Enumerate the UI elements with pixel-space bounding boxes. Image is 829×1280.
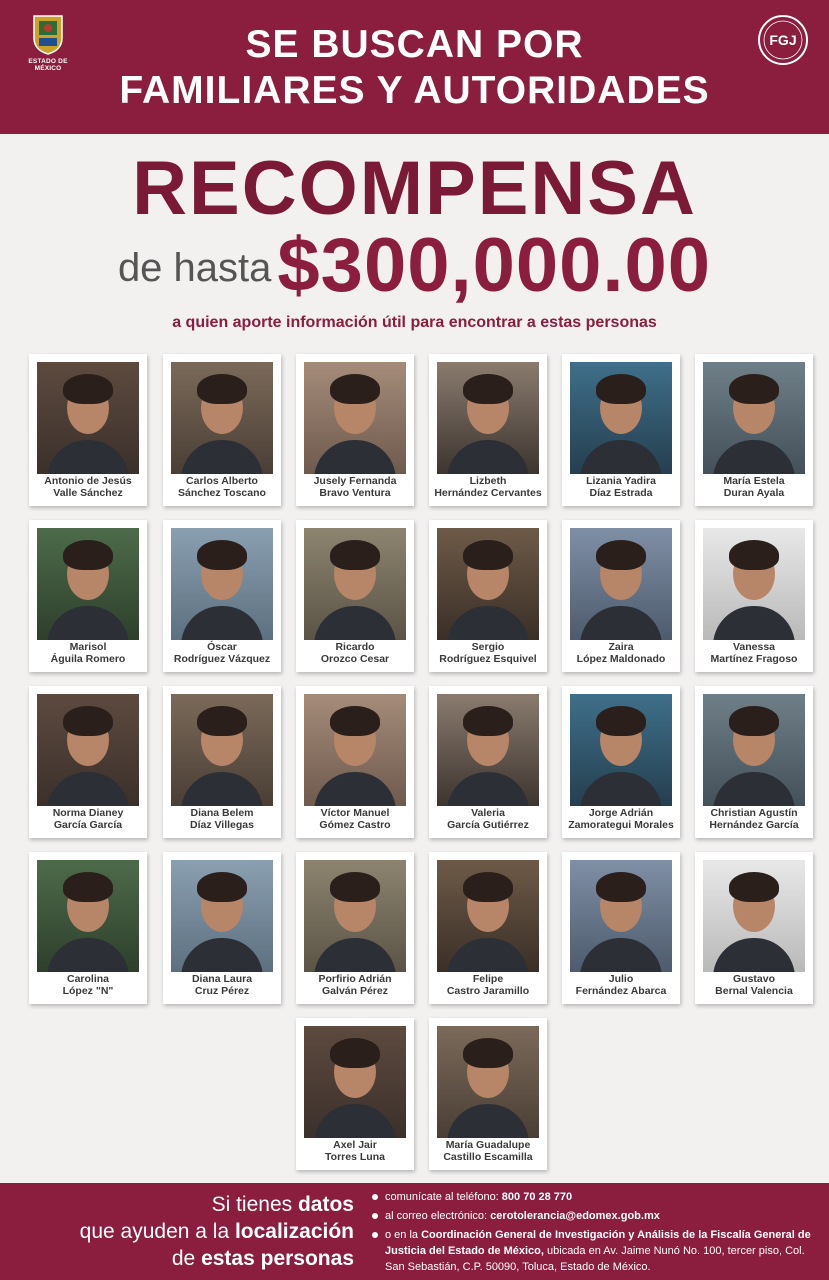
person-name-line-2: Cruz Pérez [194, 984, 250, 997]
person-name-line-2: Galván Pérez [322, 984, 388, 997]
person-name [29, 974, 147, 997]
person-name [562, 974, 680, 997]
person-photo [171, 860, 273, 972]
person-photo [703, 694, 805, 806]
person-name-line-1: Jusely Fernanda [313, 475, 397, 487]
person-photo [570, 860, 672, 972]
cta-line-3: de estas personas [171, 1247, 354, 1270]
person-name-line-2: Sánchez Toscano [178, 486, 266, 499]
person-name [163, 476, 281, 499]
person-name-line-1: Carlos Alberto [186, 475, 258, 487]
person-photo [703, 528, 805, 640]
person-photo [703, 860, 805, 972]
person-name [429, 1140, 547, 1163]
person-photo [570, 362, 672, 474]
person-name-line-2: López "N" [62, 984, 114, 997]
person-name-line-2: Fernández Abarca [575, 984, 667, 997]
person-name-line-2: García García [53, 818, 123, 831]
person-name-line-1: Julio [608, 973, 634, 985]
person-name-line-1: Axel Jair [333, 1139, 377, 1151]
person-name-line-2: Orozco Cesar [320, 652, 390, 665]
title-line-2: FAMILIARES Y AUTORIDADES [119, 69, 710, 112]
person-card [296, 686, 414, 838]
person-name-line-1: Lizbeth [469, 475, 507, 487]
person-card [296, 520, 414, 672]
title-line-1: SE BUSCAN POR [245, 23, 584, 66]
fgj-label: FGJ [769, 32, 797, 48]
person-name-line-2: Castro Jaramillo [446, 984, 530, 997]
person-name [562, 642, 680, 665]
reward-prefix: de hasta [117, 246, 272, 290]
office-name: Coordinación General de Investigación y Análisis de la Fiscalía General de Justicia del Estado de México, [385, 1229, 811, 1257]
person-name [429, 808, 547, 831]
person-name-line-2: Díaz Estrada [589, 486, 653, 499]
office-address: ubicada en Av. Jaime Nunó No. 100, tercer piso, Col. San Sebastián, C.P. 50090, Toluca, Estado de México. [385, 1245, 805, 1273]
reward-amount: $300,000.00 [277, 223, 712, 308]
person-name-line-2: Martínez Fragoso [710, 652, 798, 665]
reward-subtitle: a quien aporte información útil para encontrar a estas personas [172, 314, 657, 331]
person-name-line-1: Jorge Adrián [588, 807, 654, 819]
fgj-logo [757, 14, 809, 66]
person-card [695, 852, 813, 1004]
person-name-line-1: Carolina [66, 973, 109, 985]
person-card [29, 354, 147, 506]
contact-phone[interactable]: comunícate al teléfono: 800 70 28 770 [370, 1189, 815, 1205]
person-name [296, 476, 414, 499]
person-card [429, 852, 547, 1004]
person-name [296, 974, 414, 997]
person-photo [570, 528, 672, 640]
person-name-line-2: Rodríguez Vázquez [173, 652, 271, 665]
person-name [296, 642, 414, 665]
person-photo [304, 694, 406, 806]
reward-amount-line [0, 222, 829, 309]
cta-line-1: Si tienes datos [211, 1193, 354, 1216]
person-photo [37, 362, 139, 474]
person-name-line-2: García Gutiérrez [447, 818, 529, 831]
person-card [296, 354, 414, 506]
person-name-line-2: Hernández Cervantes [434, 486, 542, 499]
person-card [163, 354, 281, 506]
person-name [695, 808, 813, 831]
person-name [163, 974, 281, 997]
person-name-line-2: Torres Luna [325, 1150, 385, 1163]
person-name [562, 476, 680, 499]
person-photo [171, 528, 273, 640]
person-name [695, 476, 813, 499]
person-photo [437, 528, 539, 640]
page-title [0, 22, 829, 114]
person-card [163, 852, 281, 1004]
person-name-line-2: Águila Romero [50, 652, 126, 665]
footer-contact [0, 1183, 829, 1280]
header-banner [0, 0, 829, 134]
person-name-line-1: Zaira [608, 641, 634, 653]
person-name-line-1: María Guadalupe [445, 1139, 531, 1151]
person-photo [304, 528, 406, 640]
contact-list [370, 1189, 815, 1278]
person-photo [304, 860, 406, 972]
person-name-line-2: Hernández García [709, 818, 799, 831]
person-name-line-2: Rodríguez Esquivel [439, 652, 537, 665]
person-name-line-1: Vanessa [732, 641, 776, 653]
person-card [29, 686, 147, 838]
contact-email[interactable]: al correo electrónico: cerotolerancia@edomex.gob.mx [370, 1208, 815, 1224]
person-card [562, 354, 680, 506]
person-photo [171, 362, 273, 474]
person-card [29, 520, 147, 672]
person-name-line-2: Zamorategui Morales [568, 818, 674, 831]
person-name [296, 808, 414, 831]
person-card [163, 686, 281, 838]
person-name [29, 642, 147, 665]
person-photo [37, 860, 139, 972]
person-name [429, 476, 547, 499]
person-photo [37, 528, 139, 640]
person-name [163, 808, 281, 831]
person-card [695, 520, 813, 672]
person-card [695, 686, 813, 838]
person-card [429, 1018, 547, 1170]
person-name [296, 1140, 414, 1163]
person-name-line-1: Valeria [471, 807, 505, 819]
reward-title: RECOMPENSA [132, 146, 697, 231]
person-card [695, 354, 813, 506]
person-card [429, 686, 547, 838]
person-photo [304, 1026, 406, 1138]
person-card [562, 520, 680, 672]
person-photo [703, 362, 805, 474]
person-photo [437, 1026, 539, 1138]
person-name-line-2: Castillo Escamilla [443, 1150, 533, 1163]
person-name [163, 642, 281, 665]
missing-persons-grid [0, 350, 829, 1170]
person-name-line-1: Gustavo [732, 973, 775, 985]
person-name-line-1: Christian Agustín [710, 807, 798, 819]
person-name-line-2: Bravo Ventura [319, 486, 391, 499]
person-name-line-2: Bernal Valencia [715, 984, 793, 997]
contact-office: o en la Coordinación General de Investigación y Análisis de la Fiscalía General de Justicia del Estado de México, ubicada en Av. Jaime Nunó No. 100, tercer piso, Col. San Sebastián, C.P. 50090, Toluca, Estado de México. [370, 1227, 815, 1275]
person-name-line-1: Diana Laura [191, 973, 253, 985]
person-name-line-1: Sergio [471, 641, 505, 653]
person-name-line-2: Valle Sánchez [53, 486, 123, 499]
person-name-line-1: Porfirio Adrián [318, 973, 392, 985]
person-name [29, 476, 147, 499]
person-card [429, 520, 547, 672]
person-name-line-2: Duran Ayala [723, 486, 785, 499]
person-name [695, 974, 813, 997]
footer-call-to-action [80, 1191, 354, 1272]
person-photo [437, 860, 539, 972]
cta-line-2: que ayuden a la localización [79, 1220, 354, 1243]
fgj-seal-icon [757, 14, 809, 66]
person-name-line-2: Gómez Castro [319, 818, 391, 831]
person-name-line-1: María Estela [723, 475, 785, 487]
person-name-line-2: Díaz Villegas [189, 818, 254, 831]
phone-number: 800 70 28 770 [501, 1191, 573, 1203]
person-name [429, 974, 547, 997]
person-card [29, 852, 147, 1004]
person-photo [37, 694, 139, 806]
person-name-line-1: Marisol [69, 641, 107, 653]
person-name [562, 808, 680, 831]
person-photo [570, 694, 672, 806]
person-name-line-1: Felipe [472, 973, 504, 985]
person-name-line-1: Lizania Yadira [586, 475, 656, 487]
person-name [695, 642, 813, 665]
person-name [29, 808, 147, 831]
logo-caption: ESTADO DE MÉXICO [28, 58, 68, 72]
person-card [296, 852, 414, 1004]
person-photo [304, 362, 406, 474]
person-card [163, 520, 281, 672]
person-card [296, 1018, 414, 1170]
person-card [562, 852, 680, 1004]
person-photo [437, 694, 539, 806]
person-name-line-1: Diana Belem [190, 807, 254, 819]
person-name-line-1: Ricardo [335, 641, 375, 653]
person-name [429, 642, 547, 665]
person-name-line-1: Antonio de Jesús [44, 475, 132, 487]
email-address: cerotolerancia@edomex.gob.mx [490, 1210, 660, 1222]
person-card [562, 686, 680, 838]
person-name-line-1: Víctor Manuel [320, 807, 390, 819]
person-name-line-1: Norma Dianey [52, 807, 124, 819]
person-photo [437, 362, 539, 474]
person-name-line-2: López Maldonado [576, 652, 666, 665]
person-photo [171, 694, 273, 806]
person-card [429, 354, 547, 506]
person-name-line-1: Óscar [207, 641, 237, 653]
